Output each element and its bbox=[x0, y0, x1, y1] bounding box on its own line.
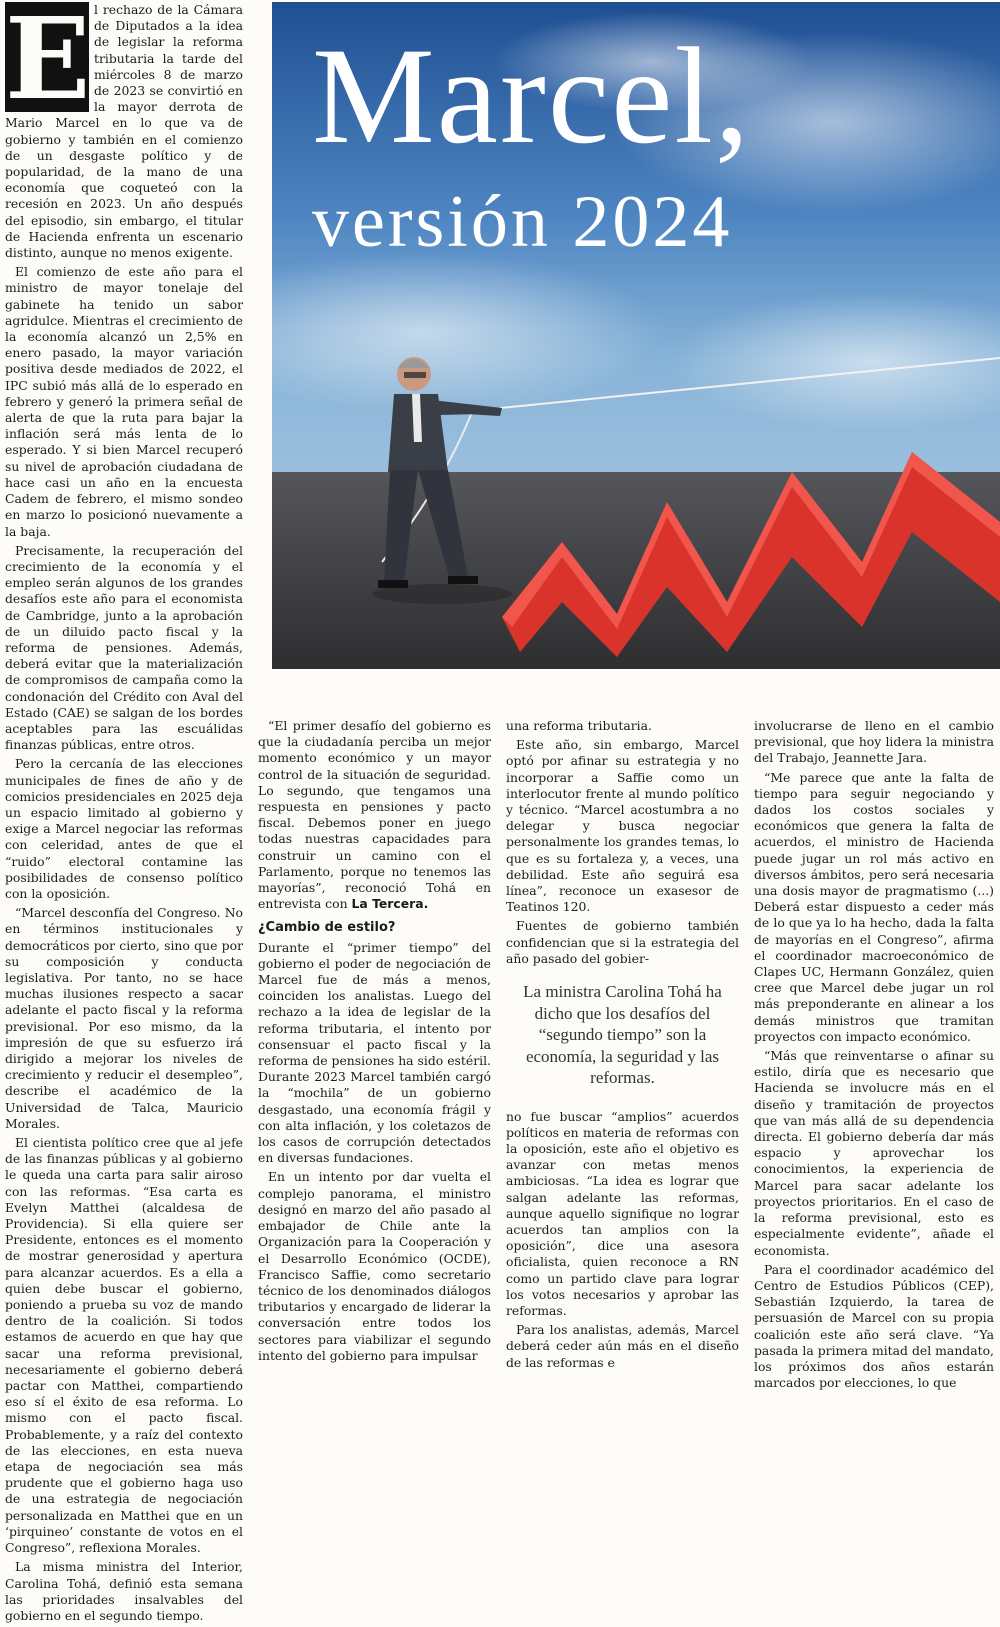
paragraph: “El primer desafío del gobierno es que la ciudadanía perciba un mejor momento económico y un mayor control de la situación de seguridad. Lo segundo, que tengamos una respuesta en pensiones y pacto fiscal. Debemos poner en juego todas nuestras capacidades para construir un camino con el Parlamento, porque no tenemos las mayorías”, reconoció Tohá en entrevista con La Tercera. bbox=[258, 718, 491, 912]
lead-paragraph: E l rechazo de la Cámara de Diputados a la idea de legislar la reforma tributaria la tarde del miércoles 8 de marzo de 2023 se convirtió en la mayor derrota de Mario Marcel en lo que va de gobierno y también en el comienzo de un desgaste político y de popularidad, de la mano de una economía que coqueteó con la recesión en 2023. Un año después del episodio, sin embargo, el titular de Hacienda enfrenta un escenario distinto, aunque no menos exigente. bbox=[5, 0, 243, 261]
paragraph: una reforma tributaria. bbox=[506, 718, 652, 733]
left-column bbox=[5, 2, 243, 1627]
pull-quote: La ministra Carolina Tohá ha dicho que los desafíos del “segundo tiempo” son la economía, la seguridad y las reformas. bbox=[523, 982, 722, 1088]
headline-line-2: versión 2024 bbox=[312, 181, 733, 263]
column-a bbox=[258, 718, 491, 1367]
paragraph: Para el coordinador académico del Centro de Estudios Públicos (CEP), Sebastián Izquierdo, la tarea de persuasión de Marcel con su propia coalición este año será clave. “Ya pasada la primera mitad del mandato, los próximos dos años estarán marcados por elecciones, lo que bbox=[754, 1261, 994, 1391]
paragraph: Fuentes de gobierno también confidencian que si la estrategia del año pasado del gobier- bbox=[506, 918, 739, 966]
column-c bbox=[754, 718, 994, 1394]
paragraph: Para los analistas, además, Marcel deberá ceder aún más en el diseño de las reformas e bbox=[506, 1322, 739, 1370]
paragraph: Precisamente, la recuperación del crecimiento de la economía y el empleo serán algunos de los grandes desafíos este año para el economista de Cambridge, junto a la aprobación de un diluido pacto fiscal y la reforma de pensiones. Además, deberá evitar que la materialización de compromisos de campaña como la condonación del Crédito con Aval del Estado (CAE) se salgan de los bordes aceptables para las escuálidas finanzas públicas, entre otros. bbox=[5, 542, 243, 753]
paragraph: Este año, sin embargo, Marcel optó por afinar su estrategia y no incorporar a Saffie como un interlocutor frente al mundo político y técnico. “Marcel acostumbra a no delegar y busca negociar personalmente los grandes temas, lo que es su fortaleza y, a veces, una debilidad. Este año seguirá esa línea”, reconoce un exasesor de Teatinos 120. bbox=[506, 737, 739, 915]
headline-line-1: Marcel, bbox=[312, 19, 752, 172]
drop-cap: E bbox=[5, 0, 91, 125]
paragraph: El cientista político cree que al jefe de las finanzas públicas y al gobierno le queda una carta para salir airoso con las reformas. “Esa carta es Evelyn Matthei (alcaldesa de Providencia). Si ella quiere ser Presidente, entonces es el momento de mostrar generosidad y apertura para alcanzar acuerdos. Es a ella a quien debe buscar el gobierno, poniendo a prueba su voz de mando dentro de la coalición. Si todos estamos de acuerdo en que hay que sacar una reforma previsional, necesariamente el gobierno deberá pactar con Matthei, compartiendo eso sí el éxito de esa reforma. Lo mismo con el pacto fiscal. Probablemente, y a raíz del contexto de las elecciones, en esta nueva etapa de negociación sea más prudente que el gobierno haga uso de una estrategia de negociación personalizada en Matthei que en un ‘pirquineo’ constante de votos en el Congreso”, reflexiona Morales. bbox=[5, 1135, 243, 1556]
column-b bbox=[506, 718, 739, 1374]
paragraph: En un intento por dar vuelta el complejo panorama, el ministro designó en marzo del año pasado al embajador de Chile ante la Organización para la Cooperación y el Desarrollo Económico (OCDE), Francisco Saffie, como secretario técnico de los denominados diálogos tributarios y encargado de liderar la conversación entre todos los sectores para viabilizar el segundo intento del gobierno para impulsar bbox=[258, 1169, 491, 1363]
paragraph: Pero la cercanía de las elecciones municipales de fines de año y de comicios presidenciales en 2025 deja un espacio limitado al gobierno y exige a Marcel negociar las reformas con celeridad, antes de que el “ruido” electoral contamine las posibilidades de consenso político con la oposición. bbox=[5, 756, 243, 901]
newspaper-name: La Tercera. bbox=[351, 896, 429, 912]
paragraph: “Más que reinventarse o afinar su estilo, diría que es necesario que Hacienda se involucre más en el diseño y tramitación de proyectos que van más allá de su dependencia directa. El gobierno debería dar más espacio y aprovechar los conocimientos, la experiencia de Marcel para sacar adelante los proyectos prioritarios. En el caso de la reforma previsional, esto es especialmente evidente”, añade el economista. bbox=[754, 1048, 994, 1258]
hero-photo bbox=[272, 2, 1000, 669]
section-subhead: ¿Cambio de estilo? bbox=[258, 920, 396, 936]
paragraph: Durante el “primer tiempo” del gobierno el poder de negociación de Marcel fue de más a menos, coinciden los analistas. Luego del rechazo a la idea de legislar de la reforma tributaria, el intento por consensuar el pacto fiscal y la reforma de pensiones ha sido estéril. Durante 2023 Marcel también cargó la “mochila” de un gobierno desgastado, una economía frágil y con alta inflación, y los coletazos de los casos de corrupción detectados en diversas fundaciones. bbox=[258, 939, 491, 1166]
paragraph: no fue buscar “amplios” acuerdos políticos en materia de reformas con la oposición, este año el objetivo es avanzar con metas menos ambiciosas. “La idea es lograr que salgan adelante las reformas, aunque aquello signifique no lograr acuerdos tan amplios con la oposición”, dice una asesora oficialista, quien reconoce a RN como un partido clave para lograr los votos necesarios y aprobar las reformas. bbox=[506, 1108, 739, 1318]
paragraph: El comienzo de este año para el ministro de mayor tonelaje del gabinete ha tenido un sabor agridulce. Mientras el crecimiento de la economía alcanzó un 2,5% en enero pasado, la mayor variación positiva desde mediados de 2022, el IPC subió más allá de lo esperado en febrero y generó la primera señal de alerta de que la ruta para bajar la inflación será más lenta de lo esperado. Y si bien Marcel recuperó su nivel de aprobación ciudadana de hace casi un año en la encuesta Cadem de febrero, el mismo sondeo en marzo lo posicionó nuevamente a la baja. bbox=[5, 264, 243, 539]
paragraph: La misma ministra del Interior, Carolina Tohá, definió esta semana las prioridades insalvables del gobierno en el segundo tiempo. bbox=[5, 1559, 243, 1623]
paragraph: “Me parece que ante la falta de tiempo para seguir negociando y dados los costos sociales y económicos que genera la falta de acuerdos, el ministro de Hacienda puede jugar un rol más activo en diversos ámbitos, pero será necesaria una dosis mayor de pragmatismo (...) Deberá estar dispuesto a ceder más de lo que ya lo ha hecho, dada la falta de mayorías en el Congreso”, afirma el coordinador macroeconómico de Clapes UC, Hermann González, quien cree que Marcel debe jugar un rol más preponderante en alinear a los demás ministros que tramitan proyectos con impacto económico. bbox=[754, 769, 994, 1044]
paragraph: involucrarse de lleno en el cambio previsional, que hoy lidera la ministra del Trabajo, Jeannette Jara. bbox=[754, 718, 994, 766]
paragraph: “Marcel desconfía del Congreso. No en términos institucionales y democráticos por cierto, sino que por su composición y conducta legislativa. Por tanto, no se hace muchas ilusiones respecto a sacar adelante el pacto fiscal y la reforma previsional. Por eso mismo, da la impresión de que su esfuerzo irá dirigido a mejorar los niveles de crecimiento y reducir el desempleo”, describe el académico de la Universidad de Talca, Mauricio Morales. bbox=[5, 905, 243, 1131]
